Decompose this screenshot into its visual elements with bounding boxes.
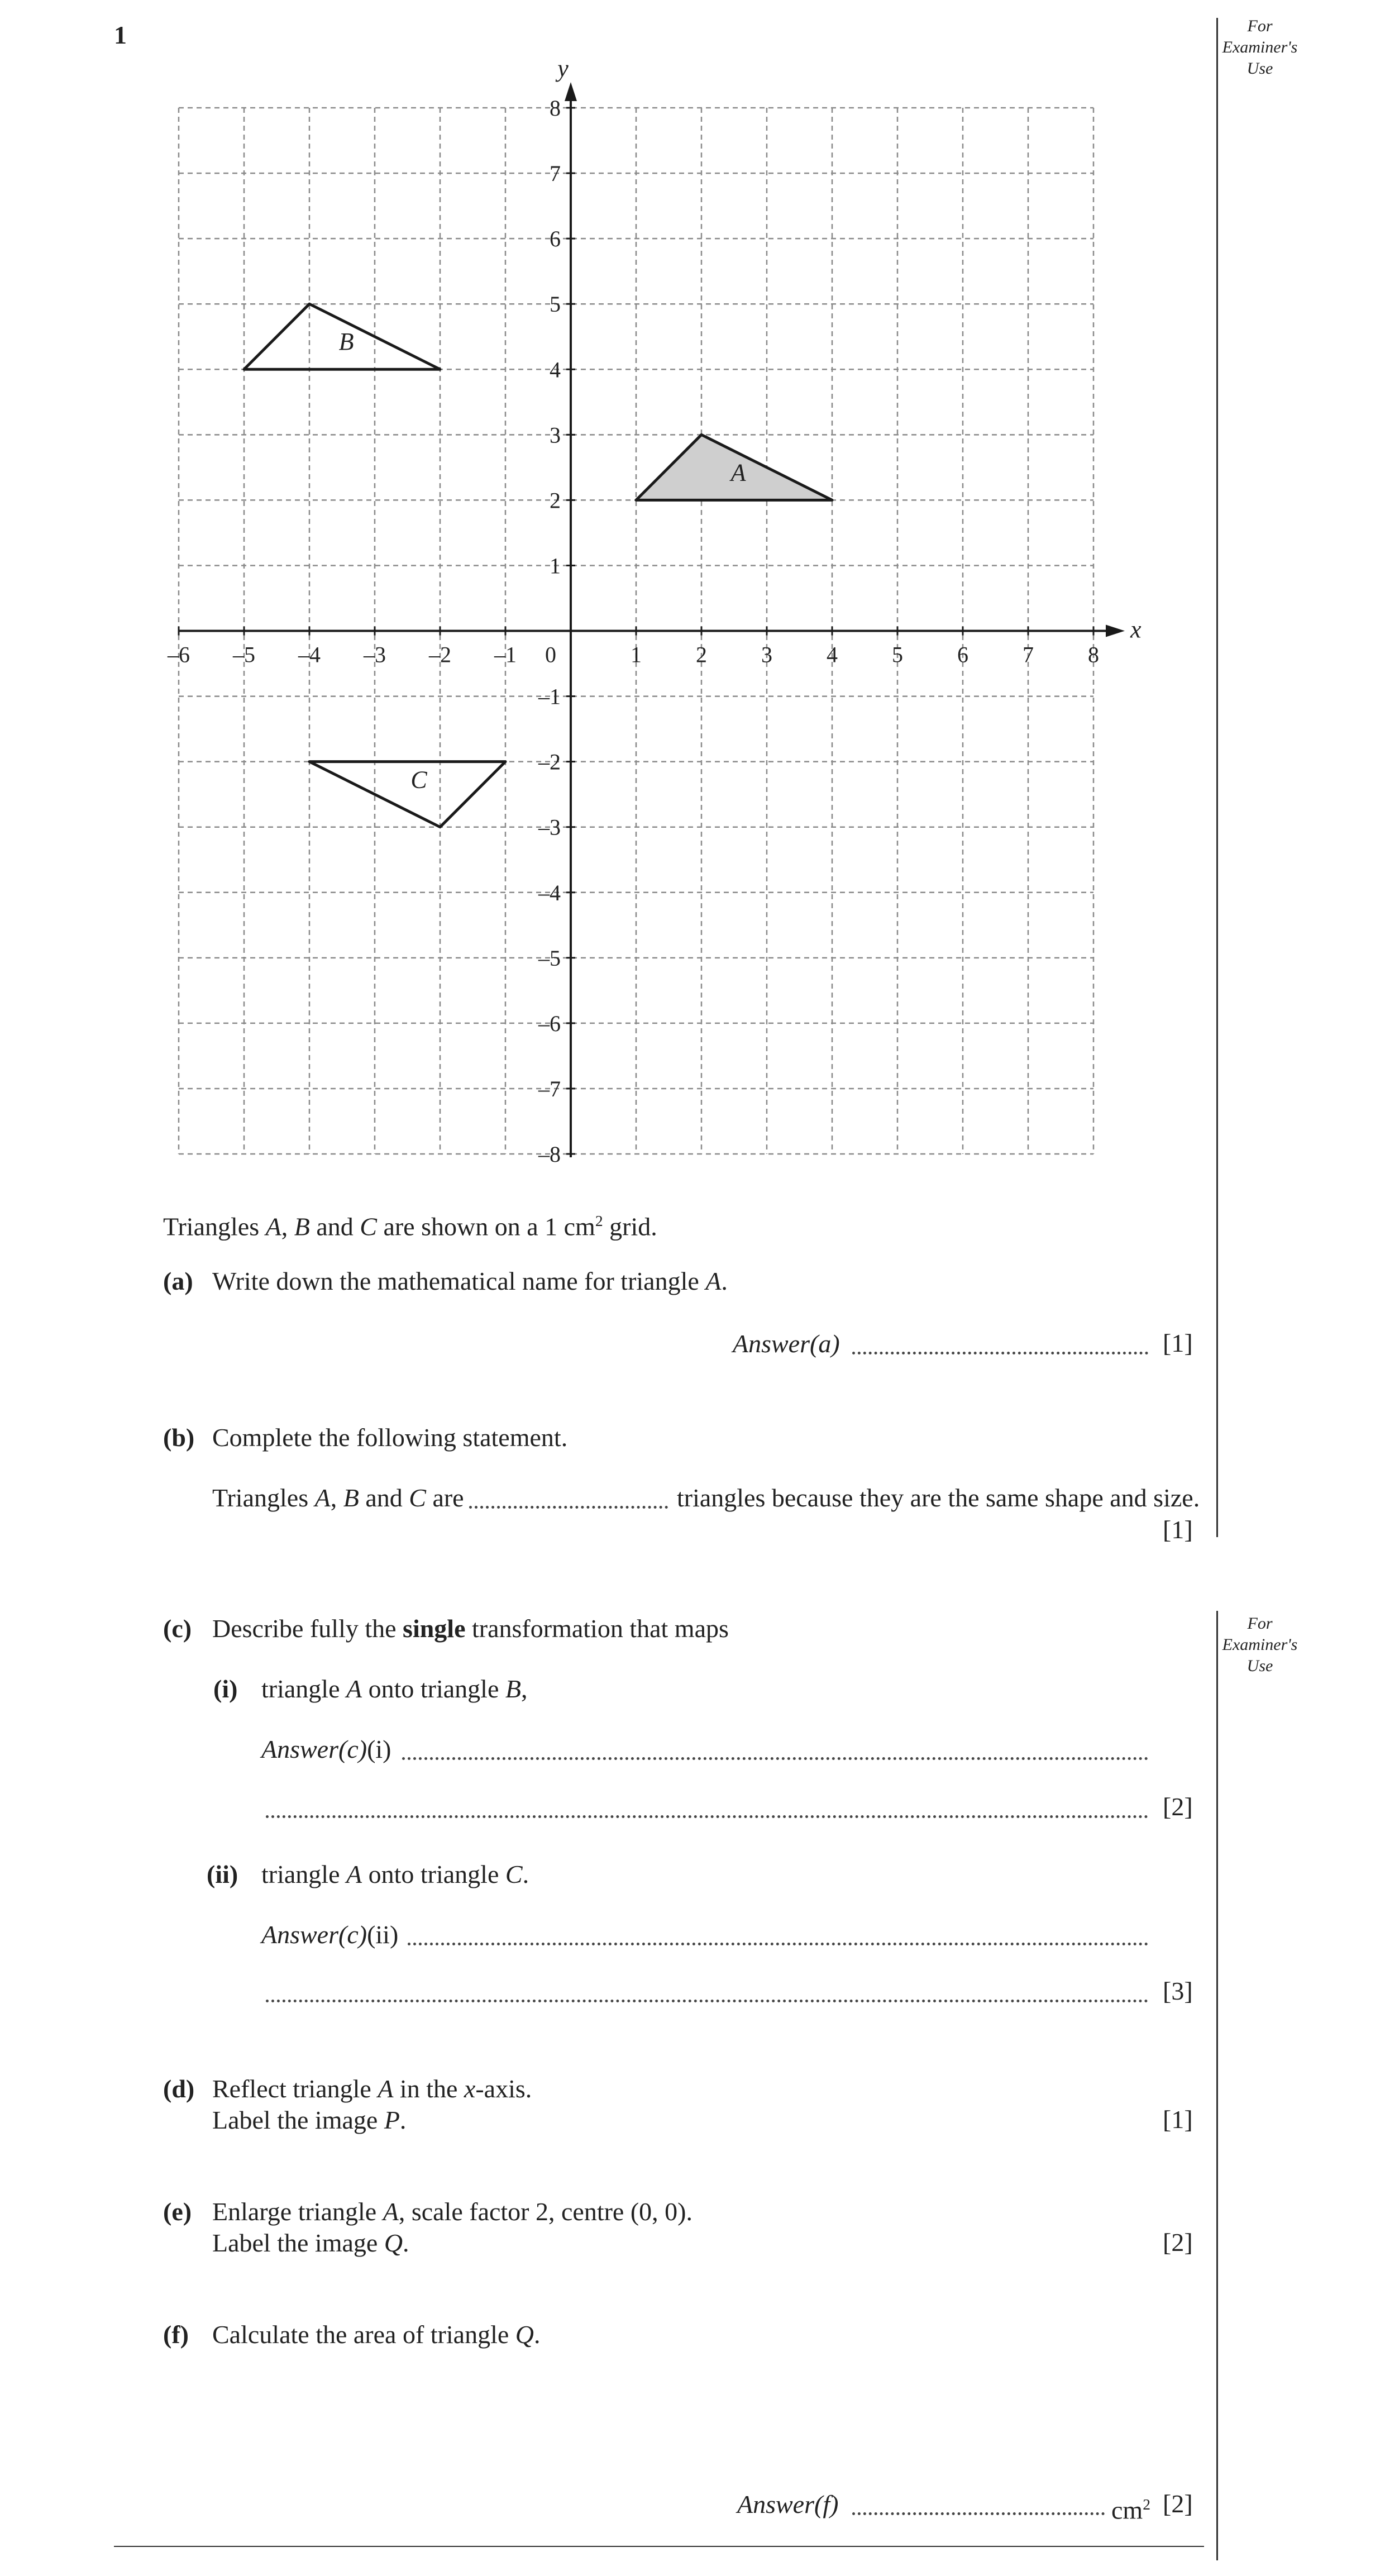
answer-c-ii-label: Answer(c)(ii) bbox=[261, 1920, 399, 1949]
answer-f-line[interactable] bbox=[852, 2512, 1105, 2515]
examiner-note-line: Use bbox=[1246, 59, 1273, 78]
part-e-line-2: Label the image Q. bbox=[212, 2229, 409, 2257]
part-c-ii-question: triangle A onto triangle C. bbox=[261, 1860, 529, 1888]
x-tick-label: –6 bbox=[168, 642, 190, 667]
x-tick-label: 2 bbox=[696, 642, 707, 667]
y-tick-label: –7 bbox=[538, 1076, 561, 1101]
x-tick-label: 4 bbox=[827, 642, 838, 667]
examiner-note-line: Examiner's bbox=[1222, 38, 1298, 56]
part-b-statement-end: triangles because they are the same shape and size. bbox=[677, 1483, 1200, 1512]
y-tick-label: –1 bbox=[538, 684, 561, 709]
answer-a-line[interactable] bbox=[852, 1352, 1148, 1354]
x-axis-arrow bbox=[1106, 625, 1125, 637]
part-b-statement-start: Triangles A, B and C are bbox=[212, 1483, 464, 1512]
x-tick-label: –1 bbox=[494, 642, 517, 667]
triangle-c-label: C bbox=[410, 766, 427, 794]
x-tick-label: 5 bbox=[892, 642, 903, 667]
x-tick-label: 8 bbox=[1088, 642, 1099, 667]
part-d-line-2: Label the image P. bbox=[212, 2106, 407, 2134]
y-tick-label: –3 bbox=[538, 814, 561, 840]
part-b-label: (b) bbox=[163, 1423, 195, 1452]
part-c-ii-mark: [3] bbox=[1163, 1977, 1193, 2005]
part-f-label: (f) bbox=[163, 2320, 189, 2349]
x-tick-label: 6 bbox=[957, 642, 968, 667]
part-c-i-mark: [2] bbox=[1163, 1792, 1193, 1821]
x-tick-label: 3 bbox=[761, 642, 772, 667]
y-tick-label: 6 bbox=[550, 226, 561, 252]
x-tick-label: –5 bbox=[233, 642, 255, 667]
answer-b-line[interactable] bbox=[469, 1506, 668, 1509]
examiner-note-line: For bbox=[1247, 17, 1273, 35]
x-tick-label: –3 bbox=[364, 642, 386, 667]
part-d-line-1: Reflect triangle A in the x-axis. bbox=[212, 2074, 532, 2103]
part-c-question: Describe fully the single transformation that maps bbox=[212, 1614, 729, 1643]
y-axis-label: y bbox=[557, 55, 569, 82]
origin-label: 0 bbox=[545, 642, 556, 667]
examiner-note-line: Use bbox=[1246, 1657, 1273, 1675]
part-e-line-1: Enlarge triangle A, scale factor 2, centre (0, 0). bbox=[212, 2197, 692, 2226]
answer-c-i-line-1[interactable] bbox=[402, 1757, 1148, 1760]
answer-c-ii-line-2[interactable] bbox=[266, 2000, 1148, 2002]
y-tick-label: 2 bbox=[550, 488, 561, 513]
y-tick-label: –8 bbox=[538, 1142, 561, 1167]
y-tick-label: 1 bbox=[550, 553, 561, 579]
y-tick-label: 4 bbox=[550, 357, 561, 383]
answer-c-ii-line-1[interactable] bbox=[408, 1943, 1148, 1945]
answer-c-i-label: Answer(c)(i) bbox=[261, 1735, 391, 1763]
part-c-i-question: triangle A onto triangle B, bbox=[261, 1675, 528, 1703]
answer-a-label: Answer(a) bbox=[733, 1329, 840, 1358]
triangle-b-label: B bbox=[338, 328, 354, 356]
x-tick-label: 7 bbox=[1023, 642, 1034, 667]
y-tick-label: –6 bbox=[538, 1010, 561, 1036]
y-tick-label: –4 bbox=[538, 880, 561, 905]
part-c-label: (c) bbox=[163, 1614, 192, 1643]
part-a-label: (a) bbox=[163, 1267, 193, 1295]
answer-f-label: Answer(f) bbox=[737, 2490, 839, 2518]
examiner-note-line: For bbox=[1247, 1614, 1273, 1633]
part-a-mark: [1] bbox=[1163, 1329, 1193, 1357]
y-tick-label: 3 bbox=[550, 422, 561, 448]
footer-rule bbox=[114, 2546, 1204, 2547]
part-c-ii-label: (ii) bbox=[207, 1860, 238, 1888]
part-b-question: Complete the following statement. bbox=[212, 1423, 568, 1452]
intro-text: Triangles A, B and C are shown on a 1 $cm^2$ grid. bbox=[163, 1212, 657, 1241]
part-e-label: (e) bbox=[163, 2197, 192, 2226]
x-tick-label: –4 bbox=[298, 642, 321, 667]
x-tick-label: –2 bbox=[429, 642, 451, 667]
part-b-mark: [1] bbox=[1163, 1515, 1193, 1544]
x-axis-label: x bbox=[1130, 616, 1142, 643]
triangle-a-label: A bbox=[730, 459, 746, 486]
part-a-question: Write down the mathematical name for triangle A. bbox=[212, 1267, 728, 1295]
margin-rule-bottom bbox=[1216, 1611, 1218, 2560]
part-d-label: (d) bbox=[163, 2074, 195, 2103]
part-f-mark: [2] bbox=[1163, 2489, 1193, 2518]
x-tick-label: 1 bbox=[631, 642, 642, 667]
y-axis-arrow bbox=[565, 82, 577, 101]
y-tick-label: 8 bbox=[550, 96, 561, 121]
part-e-mark: [2] bbox=[1163, 2228, 1193, 2257]
part-d-mark: [1] bbox=[1163, 2105, 1193, 2134]
question-number: 1 bbox=[114, 21, 127, 49]
examiner-note-bottom bbox=[1204, 1613, 1316, 1677]
y-tick-label: 7 bbox=[550, 161, 561, 187]
answer-f-unit: $cm^2$ bbox=[1111, 2496, 1150, 2525]
coordinate-grid bbox=[0, 0, 1385, 1195]
y-tick-label: –5 bbox=[538, 945, 561, 971]
part-f-question: Calculate the area of triangle Q. bbox=[212, 2320, 541, 2349]
triangle-c bbox=[309, 762, 505, 827]
y-tick-label: 5 bbox=[550, 292, 561, 317]
part-c-i-label: (i) bbox=[213, 1675, 238, 1703]
answer-c-i-line-2[interactable] bbox=[266, 1815, 1148, 1818]
examiner-note-line: Examiner's bbox=[1222, 1635, 1298, 1654]
y-tick-label: –2 bbox=[538, 749, 561, 775]
